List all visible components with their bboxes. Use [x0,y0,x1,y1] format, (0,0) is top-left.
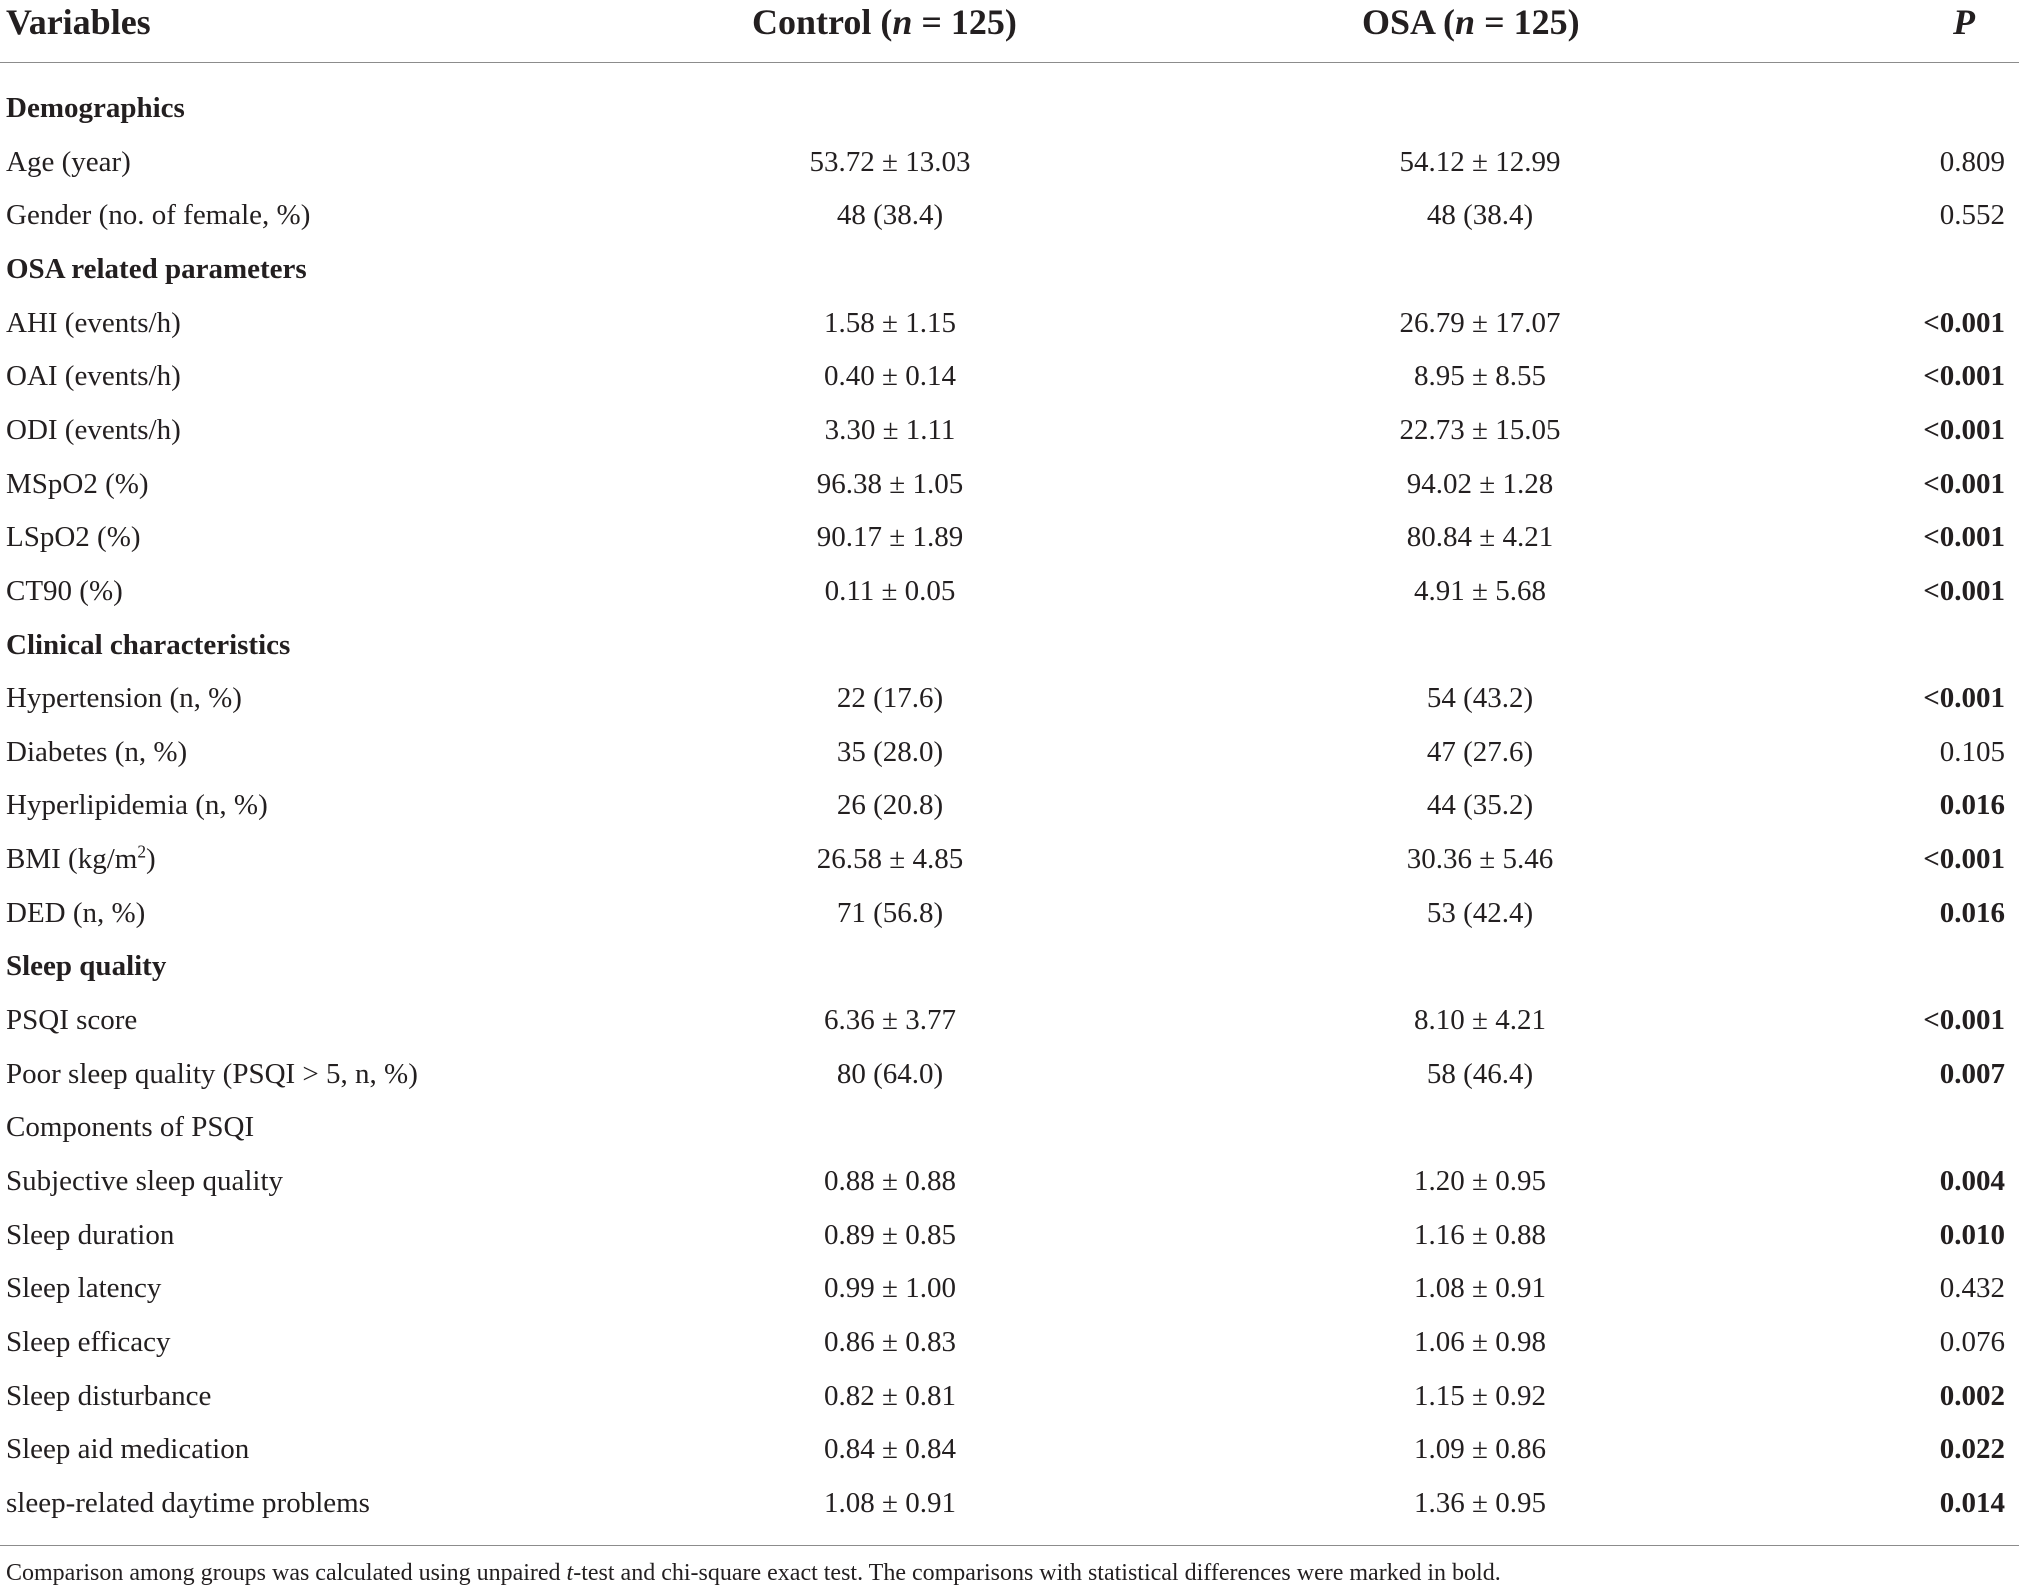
table-row [0,839,2019,893]
row-label-text: CT90 (%) [6,574,123,607]
osa-value: 1.09 ± 0.86 [1414,1433,1546,1466]
header-osa-prefix: OSA ( [1362,2,1456,42]
table-row [0,785,2019,839]
row-label-text: PSQI score [6,1004,138,1036]
section-heading-row [0,249,2019,303]
table-row [0,303,2019,357]
p-value: <0.001 [1923,574,2005,607]
control-value: 0.99 ± 1.00 [824,1272,956,1305]
p-value: <0.001 [1923,306,2005,339]
osa-value: 94.02 ± 1.28 [1406,467,1554,500]
control-value: 80 (64.0) [836,1057,944,1090]
section-heading-row [0,88,2019,142]
osa-value: 58 (46.4) [1426,1057,1534,1090]
row-label [6,893,145,933]
control-value: 96.38 ± 1.05 [816,467,964,500]
p-value: <0.001 [1923,467,2005,500]
footnote-part2: -test and chi-square exact test. The comparisons with statistical differences were marked in bold. [573,1560,1501,1586]
row-label-text: Components of PSQI [6,1111,255,1144]
header-variables: Variables [6,2,151,42]
control-value: 71 (56.8) [836,896,944,929]
header-control-prefix: Control ( [752,2,893,42]
osa-value: 53 (42.4) [1426,896,1534,929]
row-label [6,1215,174,1255]
table-row [0,142,2019,196]
table-row [0,1268,2019,1322]
row-label [6,571,123,611]
p-value: 0.022 [1939,1433,2005,1466]
header-control-n: n [892,2,913,42]
control-value: 35 (28.0) [836,735,944,768]
row-label-text: Sleep aid medication [6,1433,250,1466]
footnote-italic-t: t [566,1560,574,1586]
control-value: 0.84 ± 0.84 [824,1433,956,1466]
row-label [6,1000,137,1040]
row-label-text: MSpO2 (%) [6,467,149,500]
row-label-text: ODI (events/h) [6,413,181,446]
section-label [6,625,290,665]
row-label-superscript: 2 [137,841,147,862]
osa-value: 22.73 ± 15.05 [1399,413,1561,446]
osa-value: 44 (35.2) [1426,789,1534,822]
osa-value: 8.95 ± 8.55 [1414,360,1546,393]
control-value: 26.58 ± 4.85 [816,843,964,876]
header-osa-n: n [1455,2,1476,42]
control-value: 90.17 ± 1.89 [816,521,964,554]
table-row [0,356,2019,410]
row-label-text: OSA related parameters [6,252,307,285]
osa-value: 1.06 ± 0.98 [1414,1326,1546,1358]
table-row [0,1483,2019,1537]
row-label [6,678,242,718]
row-label [6,356,181,396]
osa-value: 80.84 ± 4.21 [1406,521,1554,554]
row-label-text: LSpO2 (%) [6,521,141,554]
p-value: <0.001 [1923,682,2005,715]
p-value: 0.016 [1939,896,2005,929]
row-label [6,195,310,235]
control-value: 0.89 ± 0.85 [824,1218,956,1251]
control-value: 6.36 ± 3.77 [824,1004,956,1036]
row-label-text: Subjective sleep quality [6,1165,284,1197]
control-value: 48 (38.4) [836,199,944,232]
table-row [0,1215,2019,1269]
footnote [6,1557,1501,1589]
row-label [6,1483,370,1523]
control-value: 0.11 ± 0.05 [824,574,956,607]
p-value: 0.552 [1939,199,2005,232]
table-row [0,1376,2019,1430]
header-osa-suffix: = 125) [1475,2,1580,42]
row-label [6,1161,283,1201]
row-label [6,303,181,343]
osa-value: 1.16 ± 0.88 [1414,1218,1546,1251]
osa-value: 47 (27.6) [1426,735,1534,768]
table-row [0,517,2019,571]
p-value: 0.076 [1939,1326,2005,1358]
p-value: 0.004 [1939,1165,2005,1197]
header-control [690,0,1312,44]
row-label [6,1376,211,1416]
table-row [0,678,2019,732]
p-value: <0.001 [1923,1004,2005,1036]
row-label-text: AHI (events/h) [6,306,181,339]
table-row [0,732,2019,786]
row-label-text: Sleep latency [6,1272,162,1305]
header-p: P [1953,2,1975,42]
table-row [0,195,2019,249]
row-label-text: Clinical characteristics [6,628,291,661]
row-label [6,1429,249,1469]
row-label [6,1322,171,1362]
section-label [6,946,166,986]
p-value: 0.007 [1939,1057,2005,1090]
osa-value: 30.36 ± 5.46 [1406,843,1554,876]
control-value: 1.58 ± 1.15 [824,306,956,339]
osa-value: 4.91 ± 5.68 [1414,574,1546,607]
table-row [0,571,2019,625]
control-value: 0.40 ± 0.14 [824,360,956,393]
bottom-rule [0,1545,2019,1546]
subsection-heading-row [0,1107,2019,1161]
row-label-text: Sleep disturbance [6,1379,212,1412]
row-label [6,142,131,182]
section-label [6,249,307,289]
p-value: <0.001 [1923,521,2005,554]
control-value: 22 (17.6) [836,682,944,715]
section-heading-row [0,625,2019,679]
row-label-text: Diabetes (n, %) [6,735,188,768]
control-value: 3.30 ± 1.11 [824,413,956,446]
row-label [6,1268,161,1308]
p-value: 0.432 [1939,1272,2005,1305]
table-row [0,893,2019,947]
table-header-row [0,0,2019,60]
header-control-suffix: = 125) [912,2,1017,42]
osa-value: 54 (43.2) [1426,682,1534,715]
row-label [6,410,181,450]
row-label [6,839,156,879]
p-value: <0.001 [1923,843,2005,876]
row-label [6,1054,418,1094]
p-value: 0.014 [1939,1486,2005,1519]
osa-value: 48 (38.4) [1426,199,1534,232]
osa-value: 1.15 ± 0.92 [1414,1379,1546,1412]
osa-value: 26.79 ± 17.07 [1399,306,1561,339]
row-label [6,732,187,772]
osa-value: 1.36 ± 0.95 [1414,1486,1546,1519]
section-label [6,1107,254,1147]
control-value: 0.86 ± 0.83 [824,1326,956,1358]
row-label-text: Demographics [6,92,185,124]
section-label [6,88,185,128]
row-label-text: Sleep quality [6,950,167,983]
p-value: 0.010 [1939,1218,2005,1251]
row-label-suffix: ) [146,843,156,876]
control-value: 0.82 ± 0.81 [824,1379,956,1412]
p-value: <0.001 [1923,360,2005,393]
osa-value: 8.10 ± 4.21 [1414,1004,1546,1036]
p-value: 0.016 [1939,789,2005,822]
control-value: 26 (20.8) [836,789,944,822]
row-label-text: Hyperlipidemia (n, %) [6,789,268,822]
row-label-text: sleep-related daytime problems [6,1486,370,1519]
osa-value: 1.20 ± 0.95 [1414,1165,1546,1197]
table-row [0,1322,2019,1376]
table-row [0,410,2019,464]
osa-value: 1.08 ± 0.91 [1414,1272,1546,1305]
row-label-text: BMI (kg/m [6,843,138,876]
control-value: 1.08 ± 0.91 [824,1486,956,1519]
table-row [0,1054,2019,1108]
p-value: 0.105 [1939,735,2005,768]
p-value: 0.809 [1939,145,2005,178]
osa-value: 54.12 ± 12.99 [1399,145,1561,178]
control-value: 0.88 ± 0.88 [824,1165,956,1197]
row-label-text: DED (n, %) [6,896,146,929]
row-label-text: Gender (no. of female, %) [6,199,311,232]
row-label [6,785,268,825]
row-label-text: Sleep duration [6,1218,175,1251]
row-label-text: OAI (events/h) [6,360,181,393]
section-heading-row [0,946,2019,1000]
p-value: 0.002 [1939,1379,2005,1412]
row-label [6,517,141,557]
table-row [0,464,2019,518]
row-label-text: Hypertension (n, %) [6,682,242,715]
row-label [6,464,149,504]
row-label-text: Age (year) [6,145,131,178]
control-value: 53.72 ± 13.03 [809,145,971,178]
row-label-text: Poor sleep quality (PSQI > 5, n, %) [6,1057,418,1090]
header-rule [0,62,2019,63]
row-label-text: Sleep efficacy [6,1326,171,1358]
table-row [0,1429,2019,1483]
table-row [0,1161,2019,1215]
footnote-part1: Comparison among groups was calculated using unpaired [6,1560,567,1586]
p-value: <0.001 [1923,413,2005,446]
table-row [0,1000,2019,1054]
